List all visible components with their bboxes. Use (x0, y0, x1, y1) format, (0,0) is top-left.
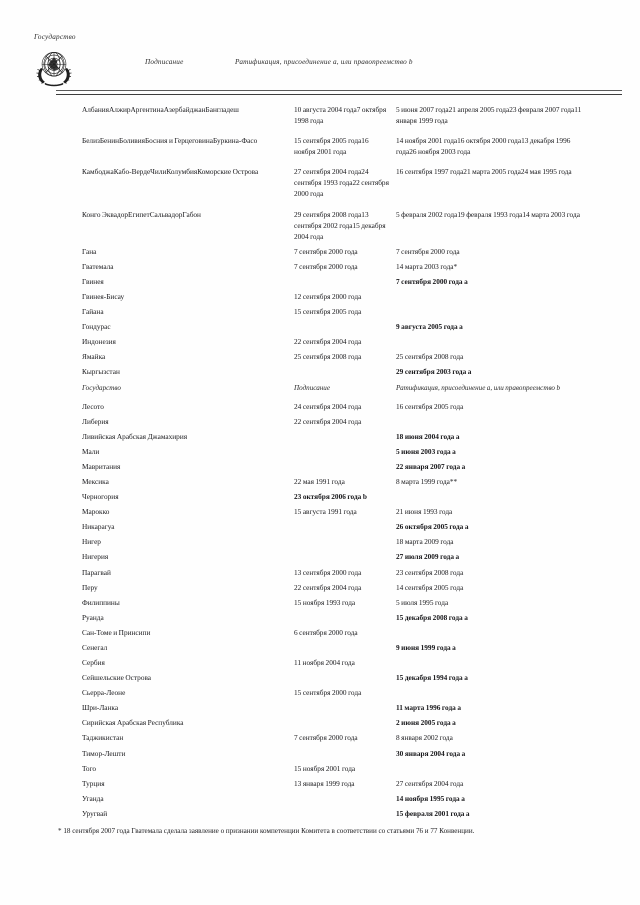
cell-state: Либерия (82, 416, 109, 426)
cell-state: Ямайка (82, 352, 106, 362)
cell-signature: 25 сентября 2008 года (294, 352, 362, 362)
table-row (0, 763, 640, 774)
table-row (0, 366, 640, 377)
cell-signature: 22 сентября 2004 года (294, 582, 362, 592)
header-divider (56, 90, 622, 95)
cell-state: Никарагуа (82, 522, 115, 532)
table-row (0, 521, 640, 532)
cell-ratification: 30 января 2004 года a (396, 748, 466, 758)
cell-signature: 15 сентября 2005 года16 ноября 2001 года (294, 136, 369, 157)
cell-state: Сенегал (82, 642, 108, 652)
cell-signature: 29 сентября 2008 года13 сентября 2002 года15 декабря 2004 года (294, 209, 386, 241)
table-row (0, 261, 640, 272)
cell-signature: 22 сентября 2004 года (294, 337, 362, 347)
cell-ratification: 16 сентября 1997 года21 марта 2005 года24 мая 1995 года (396, 167, 572, 177)
cell-ratification: 15 декабря 2008 года a (396, 612, 468, 622)
cell-ratification: 14 марта 2003 года* (396, 261, 458, 271)
cell-state: Мавритания (82, 462, 121, 472)
cell-signature: 15 сентября 2005 года (294, 307, 362, 317)
cell-state: Сербия (82, 658, 105, 668)
column-header-signature: Подписание (145, 58, 184, 66)
table-row (0, 104, 640, 126)
cell-state: Мали (82, 446, 100, 456)
cell-ratification: 25 сентября 2008 года (396, 352, 464, 362)
cell-state: АлбанияАлжирАргентинаАзербайджанБангладеш (82, 105, 239, 114)
table-row (0, 336, 640, 347)
table-row (0, 506, 640, 517)
column-header-signature: Подписание (294, 384, 330, 393)
cell-ratification: 15 декабря 1994 года a (396, 673, 468, 683)
cell-ratification: 22 января 2007 года a (396, 462, 466, 472)
cell-state: Гана (82, 246, 97, 256)
cell-signature: 12 сентября 2000 года (294, 292, 362, 302)
cell-ratification: 7 сентября 2000 года (396, 246, 460, 256)
table-row (0, 627, 640, 638)
table-row (0, 291, 640, 302)
table-row (0, 351, 640, 362)
cell-signature: 11 ноября 2004 года (294, 658, 355, 668)
cell-state: Нигер (82, 537, 101, 547)
cell-ratification: 9 июня 1999 года a (396, 642, 456, 652)
cell-ratification: 18 июня 2004 года a (396, 431, 460, 441)
table-row (0, 401, 640, 412)
column-header-state: Государство (34, 33, 76, 41)
cell-ratification: 8 марта 1999 года** (396, 477, 458, 487)
cell-state: Марокко (82, 507, 110, 517)
cell-ratification: 2 июня 2005 года a (396, 718, 456, 728)
cell-signature: 22 сентября 2004 года (294, 416, 362, 426)
cell-state: Сирийская Арабская Республика (82, 718, 184, 728)
cell-state: Сьерра-Леоне (82, 688, 126, 698)
cell-ratification: 16 сентября 2005 года (396, 401, 464, 411)
cell-ratification: 18 марта 2009 года (396, 537, 454, 547)
cell-ratification: 27 июля 2009 года a (396, 552, 460, 562)
cell-ratification: 5 июля 1995 года (396, 597, 449, 607)
table-row (0, 491, 640, 502)
cell-ratification: 8 января 2002 года (396, 733, 453, 743)
table-row (0, 672, 640, 683)
cell-signature: 15 сентября 2000 года (294, 688, 362, 698)
cell-signature: 27 сентября 2004 года24 сентября 1993 года22 сентября 2000 года (294, 167, 389, 199)
table-row (0, 642, 640, 653)
cell-state: Мексика (82, 477, 109, 487)
cell-state: Перу (82, 582, 98, 592)
table-row (0, 476, 640, 487)
cell-ratification: 14 ноября 1995 года a (396, 793, 465, 803)
treaty-status-table (0, 104, 640, 823)
cell-signature: 24 сентября 2004 года (294, 401, 362, 411)
table-row (0, 597, 640, 608)
cell-signature: 13 января 1999 года (294, 778, 355, 788)
cell-signature: 15 ноября 1993 года (294, 597, 356, 607)
cell-signature: 7 сентября 2000 года (294, 261, 358, 271)
cell-ratification: 9 августа 2005 года a (396, 322, 463, 332)
cell-state: Гвинея-Бисау (82, 292, 125, 302)
cell-state: КамбоджаКабо-ВердеЧилиКолумбияКоморские Острова (82, 167, 259, 177)
cell-state: Руанда (82, 612, 104, 622)
column-header-ratification: Ратификация, присоединение а, или правопреемство b (396, 384, 561, 393)
cell-ratification: 5 июня 2007 года21 апреля 2005 года23 февраля 2007 года11 января 1999 года (396, 105, 582, 126)
cell-state: Филиппины (82, 597, 120, 607)
cell-signature: 23 октября 2006 года b (294, 492, 367, 502)
table-row (0, 209, 640, 242)
table-header (0, 0, 640, 96)
table-row (0, 446, 640, 457)
table-row (0, 321, 640, 332)
cell-ratification: 26 октября 2005 года a (396, 522, 469, 532)
cell-ratification: 14 ноября 2001 года16 октября 2000 года13 декабря 1996 года26 ноября 2003 года (396, 136, 571, 157)
un-emblem (30, 44, 78, 90)
cell-state: Гватемала (82, 261, 114, 271)
cell-signature: 13 сентября 2000 года (294, 567, 362, 577)
table-row (0, 416, 640, 427)
cell-ratification: 7 сентября 2000 года a (396, 276, 468, 286)
cell-state: БелизБенинБоливияБосния и ГерцеговинаБуркина-Фасо (82, 136, 258, 146)
column-header-ratification: Ратификация, присоединение а, или правопреемство b (235, 58, 413, 66)
cell-ratification: 21 июня 1993 года (396, 507, 453, 517)
table-row (0, 702, 640, 713)
table-row (0, 582, 640, 593)
table-row (0, 246, 640, 257)
cell-state: Конго ЭквадорЕгипетСальвадорГабон (82, 209, 201, 219)
cell-signature: 6 сентября 2000 года (294, 627, 358, 637)
table-row (0, 536, 640, 547)
cell-state: Турция (82, 778, 105, 788)
cell-ratification: 29 сентября 2003 года a (396, 367, 472, 377)
table-row (0, 808, 640, 819)
cell-state: Того (82, 763, 97, 773)
table-row (0, 461, 640, 472)
table-row (0, 732, 640, 743)
cell-state: Таджикистан (82, 733, 124, 743)
cell-ratification: 5 февраля 2002 года19 февраля 1993 года14 марта 2003 года (396, 209, 580, 219)
cell-state: Уругвай (82, 808, 108, 818)
table-row (0, 166, 640, 199)
table-row (0, 793, 640, 804)
cell-state: Нигерия (82, 552, 109, 562)
table-row (0, 748, 640, 759)
table-row (0, 717, 640, 728)
table-row (0, 657, 640, 668)
cell-ratification: 23 сентября 2008 года (396, 567, 464, 577)
cell-ratification: 14 сентября 2005 года (396, 582, 464, 592)
cell-signature: 15 августа 1991 года (294, 507, 357, 517)
cell-ratification: 27 сентября 2004 года (396, 778, 464, 788)
column-header-state: Государство (82, 384, 121, 393)
cell-state: Тимор-Лешти (82, 748, 126, 758)
cell-state: Парагвай (82, 567, 111, 577)
cell-state: Лесото (82, 401, 104, 411)
cell-signature: 7 сентября 2000 года (294, 246, 358, 256)
table-row (0, 431, 640, 442)
footnote: * 18 сентября 2007 года Гватемала сделала заявление о признании компетенции Комитета в соответствии со статьями 76 и 77 Конвенции. (58, 827, 475, 835)
table-row (0, 567, 640, 578)
cell-state: Шри-Ланка (82, 703, 119, 713)
cell-signature: 15 ноября 2001 года (294, 763, 356, 773)
table-row (0, 687, 640, 698)
table-row (0, 276, 640, 287)
table-row (0, 612, 640, 623)
cell-state: Гвинея (82, 276, 104, 286)
cell-signature: 7 сентября 2000 года (294, 733, 358, 743)
table-row (0, 135, 640, 157)
cell-state: Ливийская Арабская Джамахирия (82, 431, 188, 441)
cell-state: Уганда (82, 793, 104, 803)
table-row (0, 778, 640, 789)
table-row (0, 551, 640, 562)
table-row (0, 306, 640, 317)
table-subheader-row (0, 384, 640, 393)
cell-ratification: 5 июня 2003 года a (396, 446, 456, 456)
cell-signature: 22 мая 1991 года (294, 477, 345, 487)
cell-state: Индонезия (82, 337, 116, 347)
cell-state: Кыргызстан (82, 367, 120, 377)
cell-ratification: 11 марта 1996 года a (396, 703, 461, 713)
cell-state: Сан-Томе и Принсипи (82, 627, 151, 637)
cell-state: Гондурас (82, 322, 111, 332)
cell-state: Гайана (82, 307, 104, 317)
cell-ratification: 15 февраля 2001 года a (396, 808, 470, 818)
cell-state: Сейшельские Острова (82, 673, 152, 683)
cell-state: Черногория (82, 492, 119, 502)
cell-signature: 10 августа 2004 года7 октября 1998 года (294, 105, 387, 126)
